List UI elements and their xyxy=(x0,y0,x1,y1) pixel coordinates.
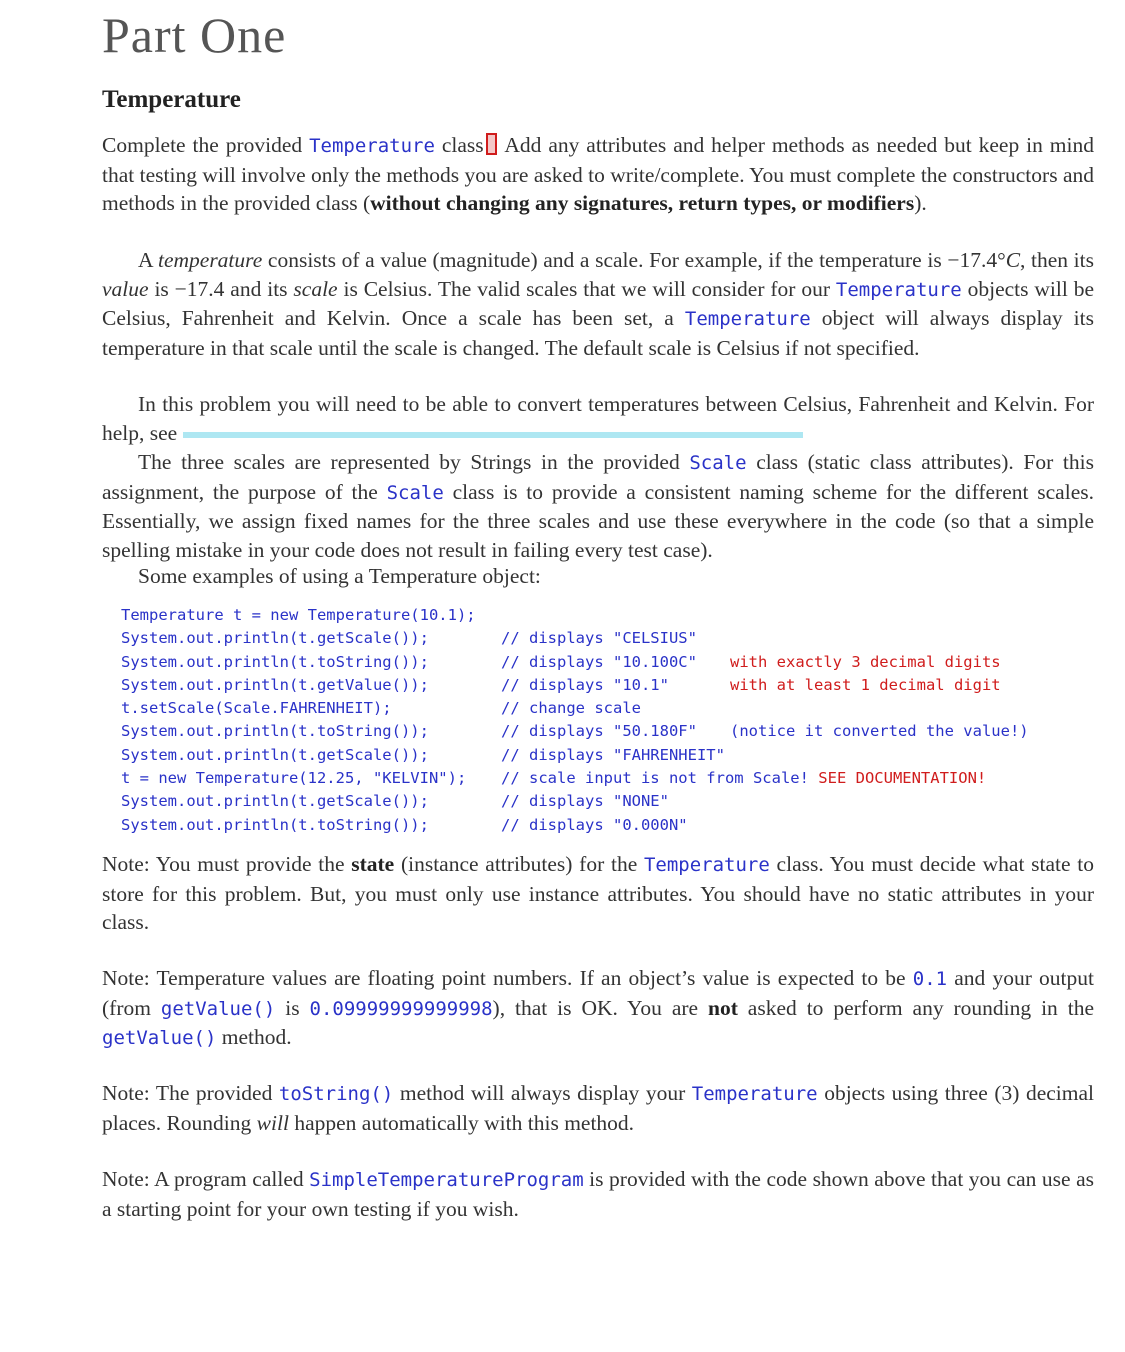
conversion-paragraph: In this problem you will need to be able to convert temperatures between Celsius, Fahrenheit and Kelvin. For help, see xyxy=(102,392,1094,445)
code-statement: System.out.println(t.getScale()); xyxy=(121,629,429,648)
code-statement: System.out.println(t.toString()); xyxy=(121,722,429,741)
code-comment: // displays "NONE" xyxy=(501,792,669,811)
part-title: Part One xyxy=(102,7,287,63)
section-title: Temperature xyxy=(102,86,241,113)
note-simple-program: Note: A program called SimpleTemperatureProgram is provided with the code shown above that you can use as a starting point for your own testing if you wish. xyxy=(102,1167,1094,1221)
code-statement: t.setScale(Scale.FAHRENHEIT); xyxy=(121,699,392,718)
code-statement: System.out.println(t.getScale()); xyxy=(121,792,429,811)
code-statement: System.out.println(t.toString()); xyxy=(121,652,429,671)
intro-paragraph: Complete the provided Temperature class Add any attributes and helper methods as needed but keep in mind that testing will involve only the methods you are asked to write/complete. You must complete the constructors and methods in the provided class (without changing any signatures, return types, or modifiers). xyxy=(102,133,1094,216)
definition-paragraph: A temperature consists of a value (magnitude) and a scale. For example, if the temperature is −17.4°C, then its value is −17.4 and its scale is Celsius. The valid scales that we will consider for our Temperature objects will be Celsius, Fahrenheit and Kelvin. Once a scale has been set, a Temperature object will always display its temperature in that scale until the scale is changed. The default scale is Celsius if not specified. xyxy=(102,248,1095,361)
code-comment-text: // scale input is not from Scale! xyxy=(501,769,809,788)
code-statement: System.out.println(t.toString()); xyxy=(121,815,429,834)
class-name-code: Temperature xyxy=(309,135,435,157)
note-floating-point: Note: Temperature values are floating point numbers. If an object’s value is expected to be 0.1 and your output (from getValue() is 0.09999999999998), that is OK. You are not asked to perform any rounding in the getValue() method. xyxy=(102,966,1094,1050)
code-note: SEE DOCUMENTATION! xyxy=(808,769,987,788)
code-comment xyxy=(501,767,986,790)
code-statement: System.out.println(t.getValue()); xyxy=(121,675,429,694)
code-note: with exactly 3 decimal digits xyxy=(730,652,1001,671)
note-state: Note: You must provide the state (instance attributes) for the Temperature class. You must decide what state to store for this problem. But, you must only use instance attributes. You should have no static attributes in your class. xyxy=(102,852,1094,935)
code-comment: // displays "FAHRENHEIT" xyxy=(501,745,725,764)
code-statement: t = new Temperature(12.25, "KELVIN"); xyxy=(121,769,467,788)
code-note: (notice it converted the value!) xyxy=(730,722,1029,741)
code-comment: // change scale xyxy=(501,699,641,718)
cursor-marker xyxy=(486,133,497,155)
code-comment: // displays "10.1" xyxy=(501,675,669,694)
code-comment: // displays "CELSIUS" xyxy=(501,629,697,648)
code-comment: // displays "50.180F" xyxy=(501,722,697,741)
redacted-link[interactable] xyxy=(183,432,803,438)
examples-intro: Some examples of using a Temperature object: xyxy=(138,564,541,588)
scale-paragraph: The three scales are represented by Strings in the provided Scale class (static class attributes). For this assignment, the purpose of the Scale class is to provide a consistent naming scheme for the different scales. Essentially, we assign fixed names for the three scales and use these everywhere in the code (so that a simple spelling mistake in your code does not result in failing every test case). xyxy=(102,450,1094,563)
note-tostring: Note: The provided toString() method will always display your Temperature objects using three (3) decimal places. Rounding will happen automatically with this method. xyxy=(102,1081,1095,1135)
code-statement: Temperature t = new Temperature(10.1); xyxy=(121,606,476,624)
code-note: with at least 1 decimal digit xyxy=(730,675,1001,694)
code-statement: System.out.println(t.getScale()); xyxy=(121,745,429,764)
code-comment: // displays "10.100C" xyxy=(501,652,697,671)
code-comment: // displays "0.000N" xyxy=(501,815,688,834)
